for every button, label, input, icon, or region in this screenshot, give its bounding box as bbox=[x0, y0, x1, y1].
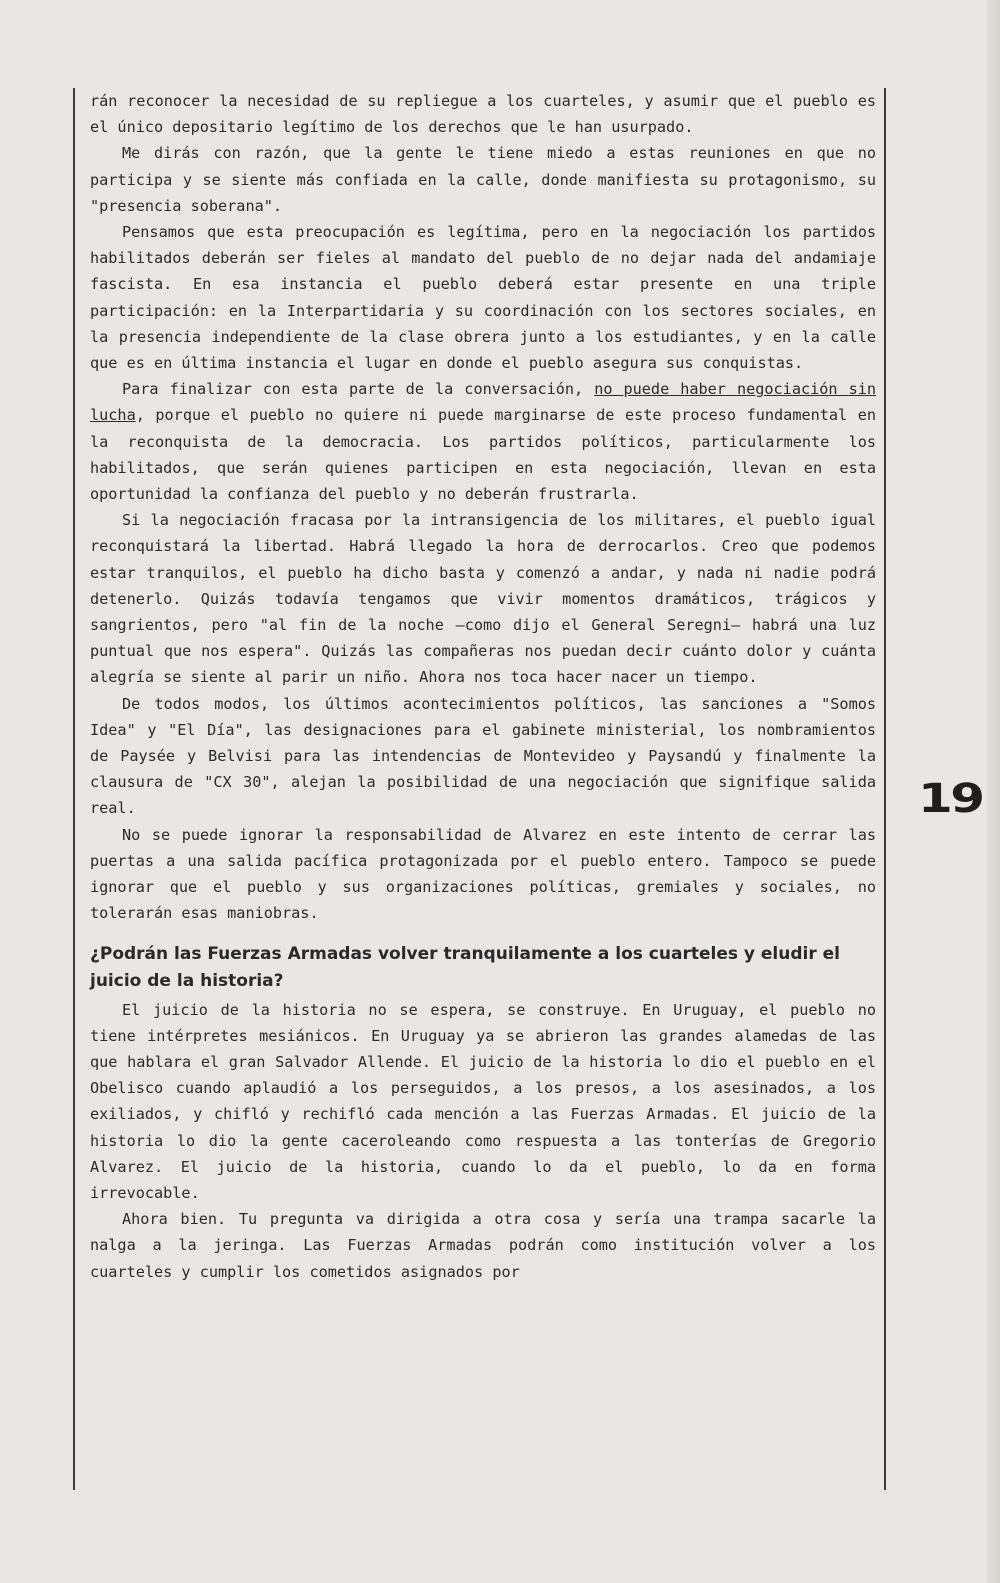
paragraph-2: Me dirás con razón, que la gente le tiene miedo a estas reuniones en que no participa y se siente más confiada en la calle, donde manifiesta su protagonismo, su "presencia soberana". bbox=[90, 144, 876, 215]
paragraph-3: Pensamos que esta preocupación es legítima, pero en la negociación los partidos habilitados deberán ser fieles al mandato del pueblo de no dejar nada del andamiaje fascista. En esa instancia el pueblo deberá estar presente en una triple participación: en la Interpartidaria y su coordinación con los sectores sociales, en la presencia independiente de la clase obrera junto a los estudiantes, y en la calle que es en última instancia el lugar en donde el pueblo asegura sus conquistas. bbox=[90, 223, 876, 373]
paragraph-4 bbox=[90, 376, 876, 507]
body-text-column bbox=[90, 88, 876, 1285]
paragraph-7: No se puede ignorar la responsabilidad de Alvarez en este intento de cerrar las puertas a una salida pacífica protagonizada por el pueblo entero. Tampoco se puede ignorar que el pueblo y sus organizaciones políticas, gremiales y sociales, no tolerarán esas maniobras. bbox=[90, 825, 876, 923]
answer-paragraph-2: Ahora bien. Tu pregunta va dirigida a otra cosa y sería una trampa sacarle la nalga a la jeringa. Las Fuerzas Armadas podrán como institución volver a los cuarteles y cumplir los cometidos asignados por bbox=[90, 1210, 876, 1281]
page-edge-shadow bbox=[986, 0, 1000, 1583]
right-margin-rule bbox=[884, 88, 886, 1490]
interview-question: ¿Podrán las Fuerzas Armadas volver tranquilamente a los cuarteles y eludir el juicio de la historia? bbox=[90, 943, 841, 991]
page-number: 19 bbox=[918, 776, 983, 822]
paragraph-6: De todos modos, los últimos acontecimientos políticos, las sanciones a "Somos Idea" y "El Día", las designaciones para el gabinete ministerial, los nombramientos de Paysée y Belvisi para las intendencias de Montevideo y Paysandú y finalmente la clausura de "CX 30", alejan la posibilidad de una negociación que signifique salida real. bbox=[90, 694, 876, 818]
paragraph-1: rán reconocer la necesidad de su repliegue a los cuarteles, y asumir que el pueblo es el único depositario legítimo de los derechos que le han usurpado. bbox=[90, 92, 876, 137]
paragraph-4-lead: Para finalizar con esta parte de la conversación, bbox=[122, 380, 595, 399]
paragraph-4-rest: , porque el pueblo no quiere ni puede marginarse de este proceso fundamental en la reconquista de la democracia. Los partidos políticos, particularmente los habilitados, que serán quienes participen en esta negociación, llevan en esta oportunidad la confianza del pueblo y no deberán frustrarla. bbox=[90, 406, 876, 504]
left-margin-rule bbox=[73, 88, 75, 1490]
paragraph-5: Si la negociación fracasa por la intransigencia de los militares, el pueblo igual reconquistará la libertad. Habrá llegado la hora de derrocarlos. Creo que podemos estar tranquilos, el pueblo ha dicho basta y comenzó a andar, y nada ni nadie podrá detenerlo. Quizás todavía tengamos que vivir momentos dramáticos, trágicos y sangrientos, pero "al fin de la noche —como dijo el General Seregni— habrá una luz puntual que nos espera". Quizás las compañeras nos puedan decir cuánto dolor y cuánta alegría se siente al parir un niño. Ahora nos toca hacer nacer un tiempo. bbox=[90, 511, 876, 687]
underlined-phrase: no puede haber negociación sin lucha bbox=[90, 380, 876, 425]
answer-paragraph-1: El juicio de la historia no se espera, se construye. En Uruguay, el pueblo no tiene intérpretes mesiánicos. En Uruguay ya se abrieron las grandes alamedas de las que hablara el gran Salvador Allende. El juicio de la historia lo dio el pueblo en el Obelisco cuando aplaudió a los perseguidos, a los presos, a los asesinados, a los exiliados, y chifló y rechifló cada mención a las Fuerzas Armadas. El juicio de la historia lo dio la gente caceroleando como respuesta a las tonterías de Gregorio Alvarez. El juicio de la historia, cuando lo da el pueblo, lo da en forma irrevocable. bbox=[90, 1000, 876, 1202]
